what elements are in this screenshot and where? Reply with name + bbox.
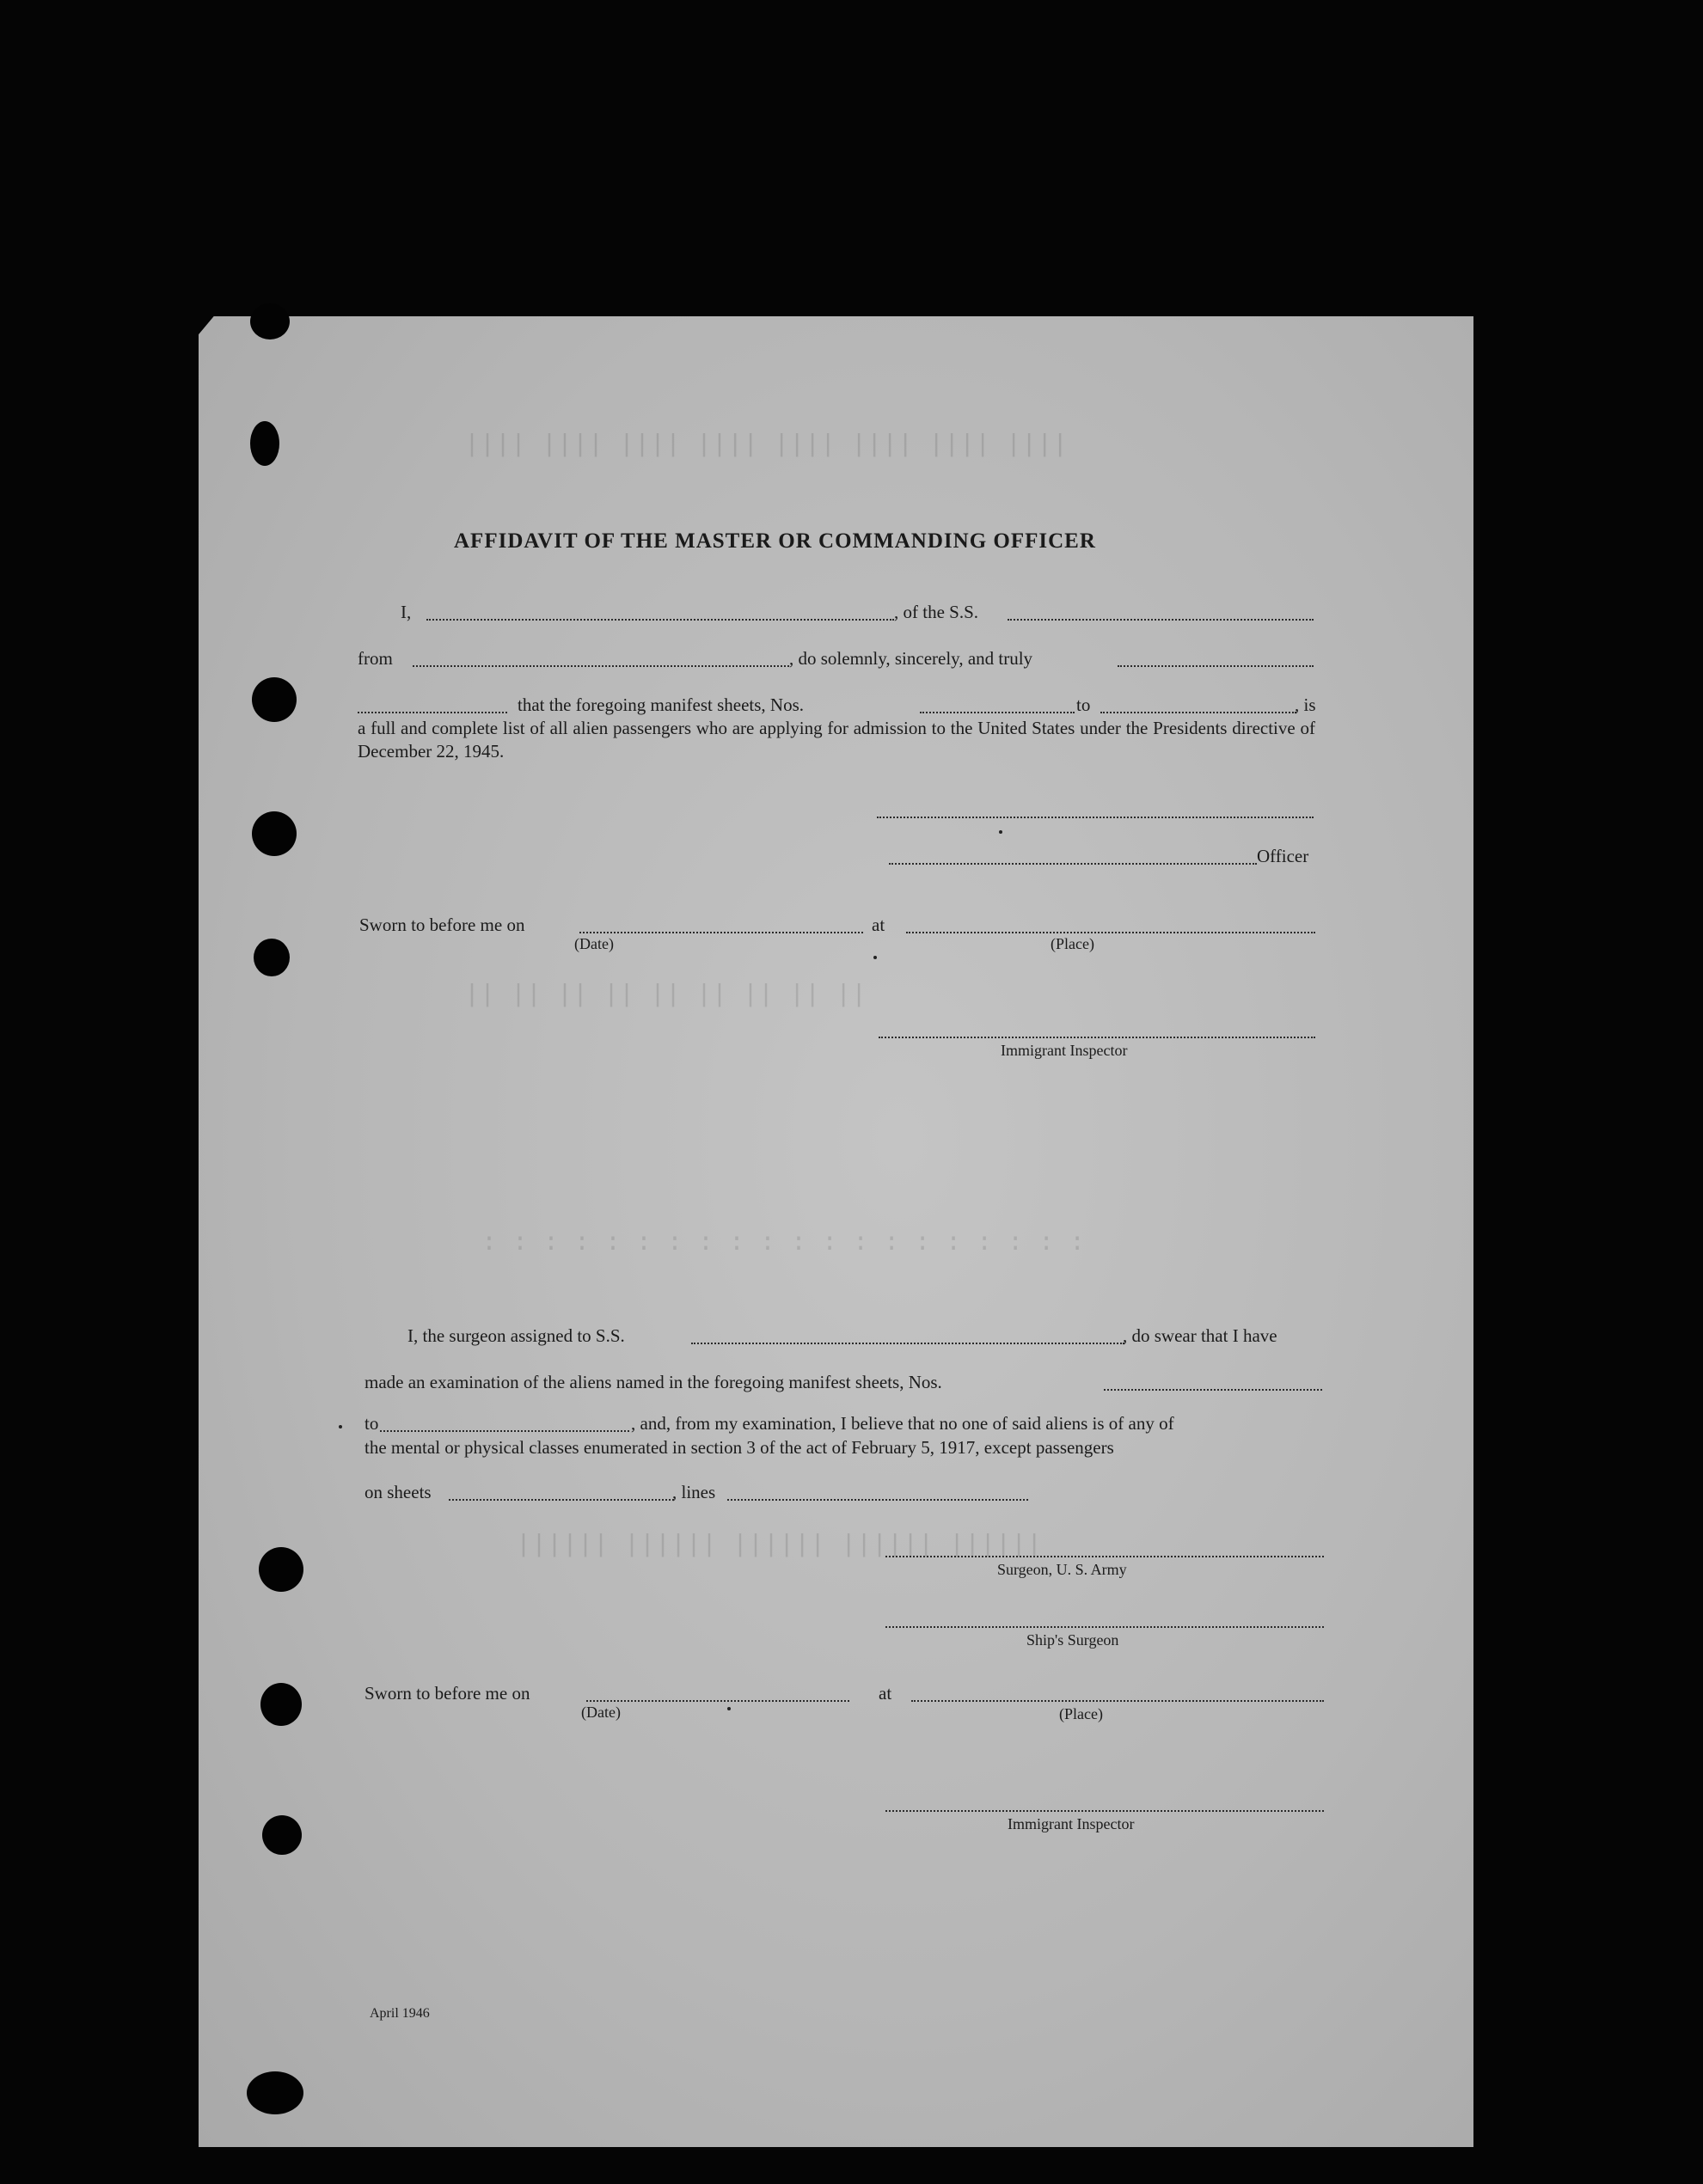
sworn-at-label: at (872, 915, 885, 935)
officer-label: Officer (1257, 846, 1309, 866)
punch-hole (254, 939, 290, 976)
army-surgeon-signature-field[interactable] (885, 1554, 1324, 1557)
exception-sheets-field[interactable] (449, 1497, 674, 1501)
punch-hole (262, 1815, 302, 1855)
sworn-label-2: Sworn to before me on (364, 1683, 530, 1704)
master-swear-label: , do solemnly, sincerely, and truly (789, 648, 1033, 669)
speck (873, 956, 877, 959)
master-statement: a full and complete list of all alien passengers who are applying for admission to the United States under the Presidents directive of December 22, 1945. (358, 718, 1315, 762)
officer-signature-field[interactable] (889, 861, 1257, 865)
date-caption-2: (Date) (581, 1704, 621, 1721)
bleed-through-texture: |||||| |||||| |||||| |||||| |||||| (516, 1530, 1043, 1559)
punch-hole (260, 1683, 302, 1726)
punch-hole (250, 303, 290, 340)
surgeon-ship-field[interactable] (691, 1341, 1124, 1344)
surgeon-sheets-from-field[interactable] (1104, 1387, 1322, 1391)
punch-hole (252, 677, 297, 722)
departure-port-field[interactable] (413, 664, 789, 667)
bleed-through-texture: : : : : : : : : : : : : : : : : : : : : (481, 1229, 1086, 1258)
exception-lines-field[interactable] (727, 1497, 1028, 1501)
immigrant-inspector-label-2: Immigrant Inspector (1008, 1815, 1135, 1832)
manifest-sheets-label: that the foregoing manifest sheets, Nos. (518, 694, 805, 715)
form-date: April 1946 (370, 2006, 430, 2021)
sworn-place-field[interactable] (906, 930, 1315, 933)
punch-hole (247, 2071, 303, 2114)
surgeon-line-1b: , do swear that I have (1123, 1325, 1277, 1346)
master-from-label: from (358, 648, 393, 669)
surgeon-line-3: , and, from my examination, I believe that no one of said aliens is of any of (631, 1413, 1174, 1434)
speck (339, 1425, 342, 1428)
ship-name-field[interactable] (1008, 617, 1314, 621)
surgeon-lines-label: , lines (672, 1482, 716, 1502)
surgeon-sheets-label: on sheets (364, 1482, 432, 1502)
sworn-date-field-2[interactable] (586, 1698, 849, 1702)
manifest-to-label: to (1076, 694, 1091, 715)
master-i-label: I, (401, 602, 412, 622)
punch-hole (250, 421, 279, 466)
army-surgeon-label: Surgeon, U. S. Army (997, 1561, 1127, 1578)
place-caption: (Place) (1051, 935, 1094, 952)
punch-hole (259, 1547, 303, 1592)
surgeon-line-1a: I, the surgeon assigned to S.S. (407, 1325, 625, 1346)
inspector-signature-field-2[interactable] (885, 1808, 1324, 1812)
sworn-place-field-2[interactable] (911, 1698, 1324, 1702)
master-name-field[interactable] (426, 617, 894, 621)
sworn-label: Sworn to before me on (359, 915, 525, 935)
oath-continuation-field[interactable] (358, 710, 507, 713)
bleed-through-texture: || || || || || || || || || (464, 980, 867, 1009)
surgeon-to-label: to (364, 1413, 379, 1434)
manifest-to-field[interactable] (1100, 710, 1296, 713)
surgeon-line-2: made an examination of the aliens named in the foregoing manifest sheets, Nos. (364, 1372, 942, 1392)
surgeon-line-4: the mental or physical classes enumerated in section 3 of the act of February 5, 1917, except passengers (364, 1437, 1114, 1458)
speck (999, 830, 1002, 834)
punch-hole (252, 811, 297, 856)
page-title: AFFIDAVIT OF THE MASTER OR COMMANDING OFFICER (454, 529, 1096, 553)
date-caption: (Date) (574, 935, 614, 952)
surgeon-sheets-to-field[interactable] (380, 1428, 629, 1432)
manifest-is-label: , is (1295, 694, 1316, 715)
sworn-date-field[interactable] (579, 930, 863, 933)
immigrant-inspector-label: Immigrant Inspector (1001, 1042, 1128, 1059)
master-of-ss-label: , of the S.S. (894, 602, 979, 622)
manifest-from-field[interactable] (920, 710, 1075, 713)
ship-surgeon-signature-field[interactable] (885, 1624, 1324, 1628)
ship-surgeon-label: Ship's Surgeon (1026, 1631, 1119, 1649)
oath-type-field[interactable] (1118, 664, 1314, 667)
master-signature-field[interactable] (877, 815, 1314, 818)
sworn-at-label-2: at (879, 1683, 892, 1704)
place-caption-2: (Place) (1059, 1705, 1103, 1722)
bleed-through-texture: |||| |||| |||| |||| |||| |||| |||| |||| (464, 430, 1069, 459)
inspector-signature-field[interactable] (879, 1035, 1315, 1038)
speck (727, 1707, 731, 1710)
